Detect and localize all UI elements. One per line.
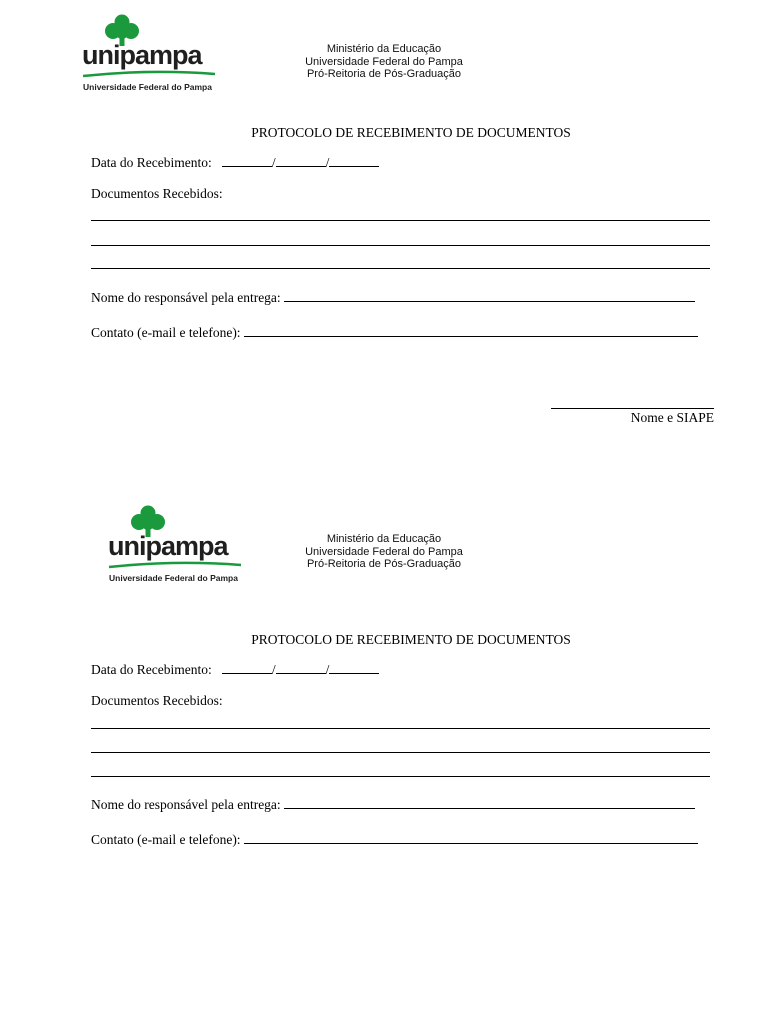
institution-header [0,533,768,571]
form-title: PROTOCOLO DE RECEBIMENTO DE DOCUMENTOS [251,125,571,140]
documents-line[interactable] [91,220,710,221]
institution-header [0,43,768,81]
date-year-field[interactable] [329,155,379,167]
form-title: PROTOCOLO DE RECEBIMENTO DE DOCUMENTOS [251,632,571,647]
responsible-field[interactable] [284,290,695,302]
documents-line[interactable] [91,245,710,246]
date-separator: / [325,662,330,677]
logo-wordmark: unipampa [82,40,202,70]
logo-subtitle: Universidade Federal do Pampa [83,82,212,92]
date-separator: / [325,155,330,170]
logo-subtitle: Universidade Federal do Pampa [109,573,238,583]
date-label: Data do Recebimento: [91,662,212,677]
date-separator: / [271,155,276,170]
responsible-row [91,797,695,813]
documents-line[interactable] [91,728,710,729]
documents-line[interactable] [91,268,710,269]
responsible-label: Nome do responsável pela entrega: [91,797,281,812]
contact-label: Contato (e-mail e telefone): [91,325,241,340]
date-month-field[interactable] [276,155,326,167]
logo-wordmark: unipampa [108,531,228,561]
responsible-field[interactable] [284,797,695,809]
documents-line[interactable] [91,752,710,753]
date-row [91,662,379,678]
documents-label: Documentos Recebidos: [91,693,223,708]
institution-line: Universidade Federal do Pampa [305,55,463,68]
contact-row [91,325,698,341]
institution-line: Pró-Reitoria de Pós-Graduação [306,558,462,570]
date-row [91,155,379,171]
institution-line: Ministério da Educação [326,43,442,55]
signature-line[interactable] [551,408,714,409]
responsible-row [91,290,695,306]
responsible-label: Nome do responsável pela entrega: [91,290,281,305]
institution-line: Ministério da Educação [326,533,442,545]
contact-row [91,832,698,848]
contact-field[interactable] [244,832,698,844]
contact-field[interactable] [244,325,698,337]
institution-line: Pró-Reitoria de Pós-Graduação [306,68,462,80]
institution-line: Universidade Federal do Pampa [305,545,463,558]
date-day-field[interactable] [222,662,272,674]
signature-label: Nome e SIAPE [630,410,714,425]
date-label: Data do Recebimento: [91,155,212,170]
date-month-field[interactable] [276,662,326,674]
date-year-field[interactable] [329,662,379,674]
date-day-field[interactable] [222,155,272,167]
documents-label: Documentos Recebidos: [91,186,223,201]
contact-label: Contato (e-mail e telefone): [91,832,241,847]
date-separator: / [271,662,276,677]
documents-line[interactable] [91,776,710,777]
